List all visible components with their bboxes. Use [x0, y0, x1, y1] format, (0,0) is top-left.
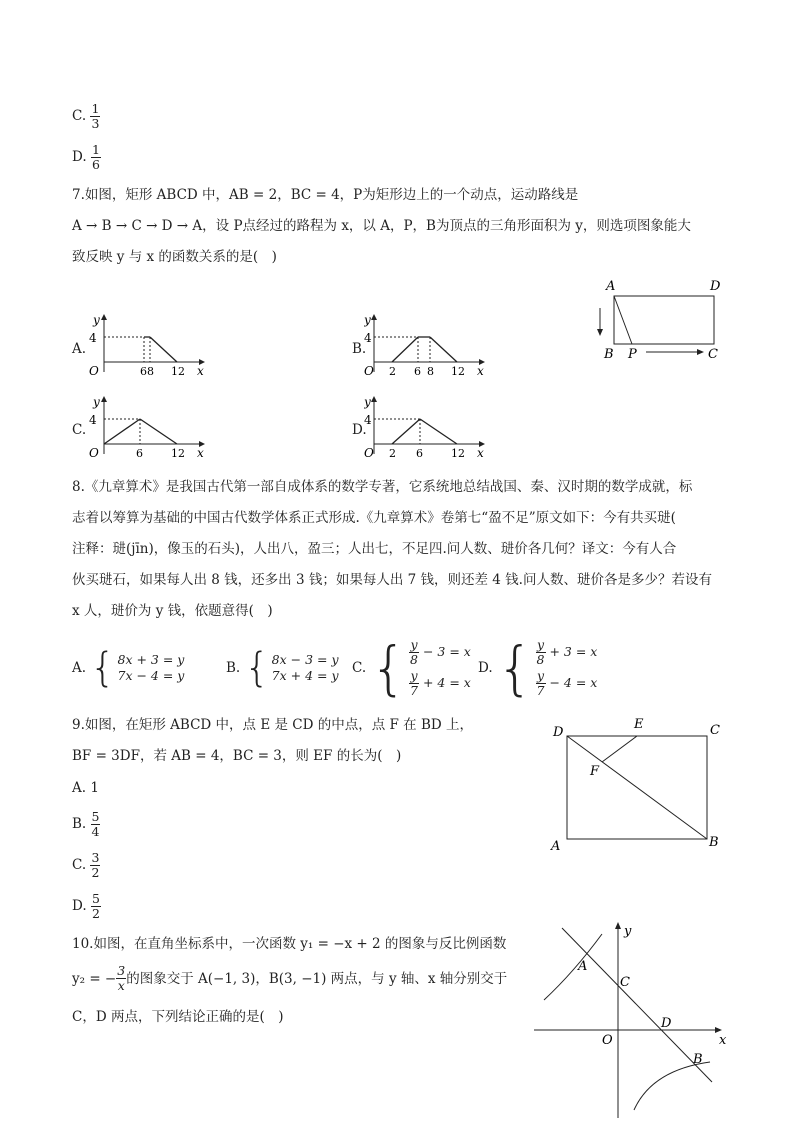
y-axis-label: y [624, 924, 632, 939]
q9-option-b[interactable] [72, 810, 100, 839]
q7-graph-d [364, 392, 494, 462]
point-label: C [620, 975, 630, 990]
equation-system [409, 638, 471, 698]
q9-option-a[interactable] [72, 779, 99, 797]
equation-part: 的图象交于 A(−1, 3)，B(3, −1) 两点，与 y 轴、x 轴分别交于 [126, 970, 508, 987]
option-label: C. [352, 660, 367, 676]
vertex-label: E [634, 717, 644, 732]
fraction: $\frac{5}{4}$ [91, 809, 100, 839]
q10-stem-line1: 10.如图，在直角坐标系中，一次函数 y₁ = −x + 2 的图象与反比例函数 [72, 936, 507, 952]
q8-stem-line1: 8.《九章算术》是我国古代第一部自成体系的数学专著，它系统地总结战国、秦、汉时期的数学成就，标 [72, 479, 693, 495]
q6-option-c[interactable] [72, 102, 100, 131]
option-label: A. [72, 660, 87, 676]
vertex-label: P [628, 347, 637, 362]
q6-option-d[interactable] [72, 143, 101, 172]
tick-label: 8 [427, 365, 434, 378]
equation: 8x + 3 = y [117, 652, 185, 667]
q9-stem-line2: BF = 3DF，若 AB = 4，BC = 3，则 EF 的长为( ) [72, 748, 402, 764]
fraction: $\frac{y}{8}$ [536, 637, 545, 667]
vertex-label: A [606, 279, 616, 294]
q10-coordinate-figure [530, 920, 730, 1120]
fraction: $\frac{3}{x}$ [117, 963, 126, 993]
equation: + 3 = x [549, 644, 598, 659]
option-label: A. [72, 780, 87, 796]
q7-option-d-label[interactable]: D. [352, 422, 367, 438]
option-label: B. [72, 816, 87, 832]
q7-graph-a [84, 310, 214, 380]
origin-label: O [89, 364, 99, 378]
origin-label: O [364, 364, 374, 378]
q8-stem-line3: 注释：琎(jīn)，像玉的石头)，人出八，盈三；人出七，不足四.问人数、琎价各几何？译文：今有人合 [72, 541, 677, 557]
fraction: $\frac{3}{2}$ [91, 850, 100, 880]
q8-option-d[interactable] [478, 636, 597, 700]
tick-label: 2 [389, 447, 396, 460]
vertex-label: A [551, 839, 561, 854]
q7-option-c-label[interactable]: C. [72, 422, 87, 438]
left-brace: { [90, 645, 116, 691]
tick-label: 6 [136, 447, 143, 460]
equation: 8x − 3 = y [271, 652, 339, 667]
fraction: $\frac{1}{3}$ [91, 101, 100, 131]
tick-label: 8 [147, 365, 154, 378]
tick-label: 6 [416, 447, 423, 460]
x-axis-label: x [477, 364, 484, 378]
x-axis-label: x [197, 446, 204, 460]
y-axis-label: y [364, 313, 371, 327]
option-text: 1 [90, 780, 99, 796]
fraction: $\frac{y}{8}$ [410, 637, 418, 667]
equation-system [536, 638, 598, 698]
q7-graph-b [364, 310, 494, 380]
left-brace: { [244, 645, 270, 691]
q9-rectangle-figure [545, 712, 730, 857]
tick-label: 12 [451, 365, 465, 378]
y-axis-label: y [93, 395, 100, 409]
point-label: D [661, 1016, 672, 1031]
equation-system [118, 652, 185, 684]
q8-option-c[interactable] [352, 636, 471, 700]
tick-label: 6 [414, 365, 421, 378]
q7-option-a-label[interactable]: A. [72, 341, 87, 357]
q7-graph-c [84, 392, 214, 462]
equation-system [272, 652, 339, 684]
option-label: C. [72, 857, 87, 873]
vertex-label: D [710, 279, 721, 294]
y-value-label: 4 [364, 331, 372, 345]
tick-label: 12 [171, 447, 185, 460]
q9-option-d[interactable] [72, 892, 101, 921]
option-label: D. [478, 660, 493, 676]
q7-stem-line1: 7.如图，矩形 ABCD 中，AB = 2，BC = 4，P为矩形边上的一个动点，运动路线是 [72, 187, 579, 203]
equation: 7x − 4 = y [117, 668, 185, 683]
option-label: D. [72, 898, 87, 914]
left-brace: { [370, 634, 408, 702]
q7-stem-line2: A → B → C → D → A，设 P点经过的路程为 x，以 A，P，B为顶点的三角形面积为 y，则选项图象能大 [72, 218, 691, 234]
x-axis-label: x [197, 364, 204, 378]
vertex-label: B [709, 835, 719, 850]
origin-label: O [89, 446, 99, 460]
y-value-label: 4 [89, 331, 97, 345]
vertex-label: B [604, 347, 614, 362]
tick-label: 6 [140, 365, 147, 378]
fraction: $\frac{1}{6}$ [91, 142, 100, 172]
q10-stem-line3: C，D 两点，下列结论正确的是( ) [72, 1009, 284, 1025]
equation: − 3 = x [422, 644, 471, 659]
tick-label: 12 [451, 447, 465, 460]
q9-stem-line1: 9.如图，在矩形 ABCD 中，点 E 是 CD 的中点，点 F 在 BD 上， [72, 717, 473, 733]
x-axis-label: x [719, 1033, 727, 1048]
q8-stem-line4: 伙买琎石，如果每人出 8 钱，还多出 3 钱；如果每人出 7 钱，则还差 4 钱.问人数、琎价各是多少？若设有 [72, 572, 712, 588]
point-label: A [578, 959, 588, 974]
equation: − 4 = x [549, 675, 598, 690]
option-label: B. [226, 660, 241, 676]
q8-option-b[interactable] [226, 646, 339, 690]
y-value-label: 4 [89, 413, 97, 427]
tick-label: 2 [389, 365, 396, 378]
x-axis-label: x [477, 446, 484, 460]
vertex-label: C [710, 723, 720, 738]
y-value-label: 4 [364, 413, 372, 427]
equation-part: y₂ = − [72, 970, 117, 987]
equation: 7x + 4 = y [271, 668, 339, 683]
option-label: C. [72, 108, 87, 124]
y-axis-label: y [93, 313, 100, 327]
q8-option-a[interactable] [72, 646, 184, 690]
vertex-label: F [590, 764, 600, 779]
tick-label: 12 [171, 365, 185, 378]
q8-stem-line2: 志着以筹算为基础的中国古代数学体系正式形成.《九章算术》卷第七“盈不足”原文如下：今有共买琎( [72, 510, 676, 526]
fraction: $\frac{y}{7}$ [536, 668, 545, 698]
left-brace: { [496, 634, 534, 702]
vertex-label: D [553, 725, 564, 740]
equation: + 4 = x [422, 675, 471, 690]
q7-stem-line3: 致反映 y 与 x 的函数关系的是( ) [72, 249, 277, 265]
fraction: $\frac{y}{7}$ [410, 668, 418, 698]
origin-label: O [602, 1033, 613, 1048]
y-axis-label: y [364, 395, 371, 409]
vertex-label: C [708, 347, 718, 362]
q7-rectangle-figure [590, 276, 730, 366]
q9-option-c[interactable] [72, 851, 100, 880]
q10-stem-line2 [72, 964, 507, 993]
origin-label: O [364, 446, 374, 460]
point-label: B [693, 1052, 703, 1067]
q7-option-b-label[interactable]: B. [352, 341, 367, 357]
q8-stem-line5: x 人，琎价为 y 钱，依题意得( ) [72, 603, 273, 619]
fraction: $\frac{5}{2}$ [91, 891, 100, 921]
option-label: D. [72, 149, 87, 165]
